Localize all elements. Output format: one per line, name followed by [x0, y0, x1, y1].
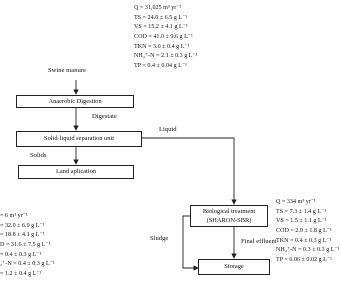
- sludge-stat: = 18.8 ± 4.1 g L⁻¹: [0, 232, 45, 239]
- sludge-stat: ₄⁺-N = 0.4 ± 0.3 g L⁻¹: [0, 261, 55, 268]
- digestate-label: Digestate: [92, 113, 117, 120]
- final-effluent-label: Final effluent: [241, 238, 277, 245]
- biological-treatment-sublabel: (SHARON-SBR): [206, 216, 252, 224]
- swine-manure-label: Swine manure: [48, 67, 86, 74]
- effluent-stat: NH₄⁺-N = 0.3 ± 0.3 g L⁻¹: [276, 247, 340, 254]
- land-application-label: Land aplication: [56, 168, 96, 175]
- sludge-label: Sludge: [150, 235, 169, 242]
- biological-treatment-box: [190, 205, 268, 227]
- land-application-box: [18, 165, 134, 179]
- solids-label: Solids: [30, 152, 47, 159]
- input-stat: VS = 15.2 ± 4.1 g L⁻¹: [134, 24, 188, 31]
- anaerobic-digestion-box: [16, 95, 134, 108]
- sludge-stat: = 1.2 ± 0.4 g L⁻¹: [0, 271, 42, 278]
- separation-unit-label: Solid-liquid separation unit: [44, 135, 114, 142]
- separation-unit-box: [16, 131, 142, 147]
- input-stat: Q = 31,025 m³ yr⁻¹: [134, 5, 182, 11]
- sludge-stat: = 0.4 ± 0.3 g L⁻¹: [0, 251, 42, 258]
- arrow-liquid-to-biological: [142, 138, 234, 204]
- effluent-stat: TS = 7.3 ± 1.4 g L⁻¹: [276, 208, 327, 215]
- effluent-stat: TP = 0.06 ± 0.02 g L⁻¹: [276, 257, 332, 264]
- effluent-stats: [276, 198, 340, 266]
- storage-box: [198, 259, 270, 275]
- effluent-stat: COD = 2.9 ± 1.8 g L⁻¹: [276, 228, 332, 235]
- effluent-stat: TKN = 0.4 ± 0.3 g L⁻¹: [276, 237, 332, 244]
- input-stat: COD = 41.0 ± 9.6 g L⁻¹: [134, 34, 193, 41]
- liquid-label: Liquid: [159, 126, 177, 133]
- input-stat: TS = 24.0 ± 6.5 g L⁻¹: [134, 14, 188, 21]
- effluent-stat: Q = 334 m³ yr⁻¹: [276, 199, 316, 205]
- sludge-stat: D = 31.6 ± 7.5 g L⁻¹: [0, 242, 51, 249]
- input-stats: [134, 4, 198, 72]
- sludge-stat: = 6 m³ yr⁻¹: [0, 213, 28, 219]
- biological-treatment-label: Biological treatment: [202, 208, 256, 215]
- anaerobic-digestion-label: Anaerobic Digestion: [48, 98, 102, 105]
- sludge-stats: [0, 212, 55, 280]
- input-stat: TP = 0.4 ± 0.04 g L⁻¹: [134, 63, 187, 70]
- input-stat: TKN = 3.0 ± 0.4 g L⁻¹: [134, 43, 190, 50]
- storage-label: Storage: [224, 263, 244, 270]
- sludge-stat: = 32.0 ± 6.9 g L⁻¹: [0, 222, 45, 229]
- input-stat: NH₄⁺-N = 2.1 ± 0.3 g L⁻¹: [134, 53, 198, 60]
- effluent-stat: VS = 1.5 ± 1.1 g L⁻¹: [276, 218, 327, 225]
